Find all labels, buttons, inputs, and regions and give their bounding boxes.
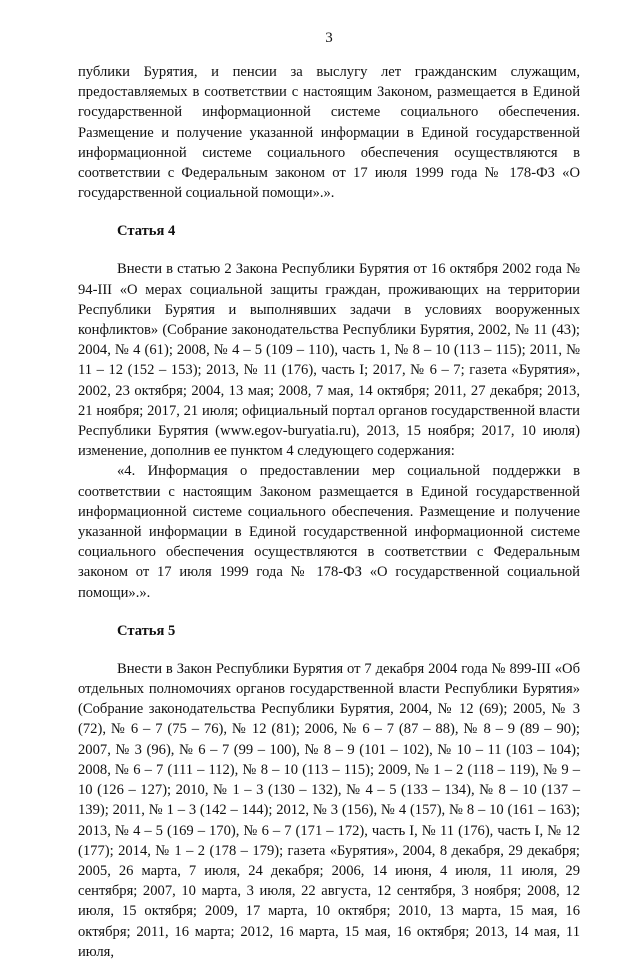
page-number: 3 xyxy=(325,30,333,46)
document-body xyxy=(78,62,580,962)
article-4-paragraph: Внести в статью 2 Закона Республики Бурятия от 16 октября 2002 года № 94-III «О мерах социальной защиты граждан, проживающих на территории Республики Бурятия и выполнявших задачи в условиях вооруженных конфликтов» (Собрание законодательства Республики Бурятия, 2002, № 11 (43); 2004, № 4 (61); 2008, № 4 – 5 (109 – 110), часть 1, № 8 – 10 (113 – 115); 2011, № 11 – 12 (152 – 153); 2013, № 11 (176), часть I; 2017, № 6 – 7; газета «Бурятия», 2002, 23 октября; 2004, 13 мая; 2008, 7 мая, 14 октября; 2011, 27 декабря; 2013, 21 ноября; 2017, 21 июля; официальный портал органов государственной власти Республики Бурятия (www.egov-buryatia.ru), 2013, 15 ноября; 2017, 10 июля) изменение, дополнив ее пунктом 4 следующего содержания: xyxy=(78,261,580,460)
article-4-heading: Статья 4 xyxy=(117,223,176,240)
article-4-quoted-point: «4. Информация о предоставлении мер социальной поддержки в соответствии с настоящим Законом размещается в Единой государственной информационной системе социального обеспечения. Размещение и получение указанной информации в Единой государственной информационной системе социального обеспечения осуществляются в соответствии с Федеральным законом от 17 июля 1999 года № 178-ФЗ «О государственной социальной помощи».». xyxy=(78,463,580,601)
article-5-heading: Статья 5 xyxy=(117,622,176,639)
article-5-paragraph: Внести в Закон Республики Бурятия от 7 декабря 2004 года № 899-III «Об отдельных полномочиях органов государственной власти Республики Бурятия» (Собрание законодательства Республики Бурятия, 2004, № 12 (69); 2005, № 3 (72), № 6 – 7 (75 – 76), № 12 (81); 2006, № 6 – 7 (87 – 88), № 8 – 9 (89 – 90); 2007, № 3 (96), № 6 – 7 (99 – 100), № 8 – 9 (101 – 102), № 10 – 11 (103 – 104); 2008, № 6 – 7 (111 – 112), № 8 – 10 (113 – 115); 2009, № 1 – 2 (118 – 119), № 9 – 10 (126 – 127); 2010, № 1 – 3 (130 – 132), № 4 – 5 (133 – 134), № 8 – 10 (137 – 139); 2011, № 1 – 3 (142 – 144); 2012, № 3 (156), № 4 (157), № 8 – 10 (161 – 163); 2013, № 4 – 5 (169 – 170), № 6 – 7 (171 – 172), часть I, № 11 (176), часть I, № 12 (177); 2014, № 1 – 2 (178 – 179); газета «Бурятия», 2004, 8 декабря, 29 декабря; 2005, 26 марта, 7 июля, 24 декабря; 2006, 14 июня, 4 июля, 11 июля, 29 сентября; 2007, 10 марта, 3 июля, 22 августа, 12 сентября, 3 ноября; 2008, 12 июля, 15 октября; 2009, 17 марта, 10 октября; 2010, 13 марта, 15 мая, 16 октября; 2011, 16 марта; 2012, 16 марта, 15 мая, 16 октября; 2013, 14 мая, 11 июля, xyxy=(78,660,580,960)
paragraph-continuation: публики Бурятия, и пенсии за выслугу лет гражданским служащим, предоставляемых в соответствии с настоящим Законом, размещается в Единой государственной информационной системе социального обеспечения. Размещение и получение указанной информации в Единой государственной информационной системе социального обеспечения осуществляются в соответствии с Федеральным законом от 17 июля 1999 года № 178-ФЗ «О государственной социальной помощи».». xyxy=(78,64,580,202)
